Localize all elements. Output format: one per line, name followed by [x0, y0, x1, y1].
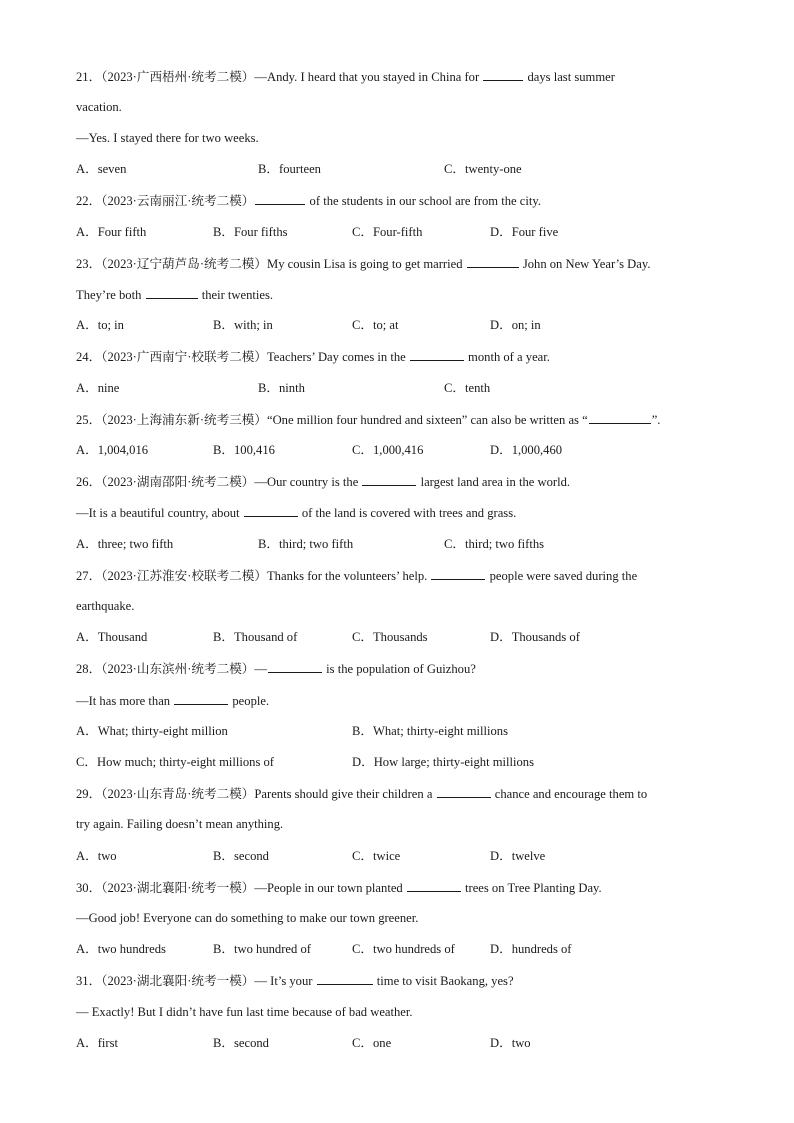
- answer-option: A．to; in: [76, 318, 124, 332]
- answer-option: A．seven: [76, 162, 127, 176]
- question-21-line: [76, 130, 259, 146]
- answer-option: C．tenth: [444, 381, 491, 395]
- answer-option: A．three; two fifth: [76, 537, 174, 551]
- question-text: people.: [229, 694, 270, 708]
- answer-option: D．Four five: [490, 225, 559, 239]
- question-text: 29．（2023·山东青岛·统考二模）Parents should give their children a: [76, 787, 436, 801]
- question-23-line: [76, 255, 651, 272]
- answer-option: D．on; in: [490, 318, 541, 332]
- question-text: —It is a beautiful country, about: [76, 506, 243, 520]
- answer-option: A．two hundreds: [76, 942, 166, 956]
- answer-option: D．How large; thirty-eight millions: [352, 755, 535, 769]
- answer-option: B．second: [213, 849, 269, 863]
- answer-blank: [410, 348, 464, 361]
- question-30-line: [76, 879, 602, 896]
- answer-option: C．1,000,416: [352, 443, 424, 457]
- answer-blank: [268, 660, 322, 673]
- answer-option: A．1,004,016: [76, 443, 149, 457]
- question-text: earthquake.: [76, 599, 135, 613]
- question-text: 28．（2023·山东滨州·统考二模）—: [76, 662, 267, 676]
- question-29-line: [76, 785, 647, 802]
- question-text: 25．（2023·上海浦东新·统考三模）“One million four hundred and sixteen” can also be written as “: [76, 413, 588, 427]
- answer-option: A．nine: [76, 381, 120, 395]
- answer-option: C．Four-fifth: [352, 225, 423, 239]
- answer-option: B．with; in: [213, 318, 273, 332]
- question-21-line: [76, 68, 615, 85]
- question-30-line: [76, 910, 418, 926]
- question-text: 31．（2023·湖北襄阳·统考一模）— It’s your: [76, 974, 316, 988]
- question-text: 27．（2023·江苏淮安·校联考二模）Thanks for the volunteers’ help.: [76, 569, 431, 583]
- question-28-line: [76, 660, 476, 677]
- question-text: —Good job! Everyone can do something to make our town greener.: [76, 911, 419, 925]
- answer-blank: [362, 473, 416, 486]
- question-text: They’re both: [76, 288, 145, 302]
- question-24-line: [76, 348, 550, 365]
- answer-option: C．twice: [352, 849, 401, 863]
- answer-blank: [174, 692, 228, 705]
- answer-option: C．to; at: [352, 318, 399, 332]
- answer-option: B．Four fifths: [213, 225, 288, 239]
- question-text: their twenties.: [198, 288, 274, 302]
- answer-option: D．two: [490, 1036, 531, 1050]
- question-text: is the population of Guizhou?: [323, 662, 476, 676]
- answer-option: C．twenty-one: [444, 162, 522, 176]
- question-text: —Yes. I stayed there for two weeks.: [76, 131, 259, 145]
- answer-option: B．ninth: [258, 381, 305, 395]
- question-27-line: [76, 567, 637, 584]
- answer-blank: [589, 411, 651, 424]
- answer-option: C．two hundreds of: [352, 942, 455, 956]
- question-21-line: [76, 99, 122, 115]
- answer-option: B．second: [213, 1036, 269, 1050]
- answer-option: B．Thousand of: [213, 630, 298, 644]
- answer-option: A．first: [76, 1036, 118, 1050]
- answer-option: C．third; two fifths: [444, 537, 545, 551]
- answer-option: D．hundreds of: [490, 942, 572, 956]
- question-text: chance and encourage them to: [491, 787, 648, 801]
- answer-option: C．Thousands: [352, 630, 428, 644]
- answer-option: B．two hundred of: [213, 942, 311, 956]
- answer-option: D．1,000,460: [490, 443, 563, 457]
- answer-option: A．Four fifth: [76, 225, 147, 239]
- answer-blank: [467, 255, 519, 268]
- answer-option: D．twelve: [490, 849, 546, 863]
- question-text: month of a year.: [464, 350, 550, 364]
- answer-blank: [317, 972, 373, 985]
- question-text: of the land is covered with trees and grass.: [298, 506, 517, 520]
- question-text: 24．（2023·广西南宁·校联考二模）Teachers’ Day comes in the: [76, 350, 409, 364]
- question-text: try again. Failing doesn’t mean anything.: [76, 817, 284, 831]
- question-26-line: [76, 504, 516, 521]
- question-31-line: [76, 972, 514, 989]
- answer-blank: [244, 504, 298, 517]
- answer-option: C．one: [352, 1036, 392, 1050]
- question-text: largest land area in the world.: [417, 475, 571, 489]
- answer-blank: [431, 567, 485, 580]
- question-text: of the students in our school are from the city.: [306, 194, 541, 208]
- question-25-line: [76, 411, 660, 428]
- answer-option: C．How much; thirty-eight millions of: [76, 755, 274, 769]
- question-text: vacation.: [76, 100, 122, 114]
- answer-option: B．fourteen: [258, 162, 321, 176]
- question-text: 22．（2023·云南丽江·统考二模）: [76, 194, 255, 208]
- answer-option: B．third; two fifth: [258, 537, 354, 551]
- question-23-line: [76, 286, 273, 303]
- question-text: — Exactly! But I didn’t have fun last time because of bad weather.: [76, 1005, 413, 1019]
- question-text: —It has more than: [76, 694, 174, 708]
- question-text: trees on Tree Planting Day.: [461, 881, 602, 895]
- answer-option: D．Thousands of: [490, 630, 580, 644]
- question-text: 30．（2023·湖北襄阳·统考一模）—People in our town planted: [76, 881, 406, 895]
- answer-blank: [483, 68, 523, 81]
- answer-option: B．What; thirty-eight millions: [352, 724, 509, 738]
- question-text: ”.: [651, 413, 661, 427]
- question-26-line: [76, 473, 570, 490]
- question-text: 26．（2023·湖南邵阳·统考二模）—Our country is the: [76, 475, 362, 489]
- answer-blank: [255, 192, 305, 205]
- question-text: 23．（2023·辽宁葫芦岛·统考二模）My cousin Lisa is going to get married: [76, 257, 466, 271]
- question-29-line: [76, 816, 283, 832]
- answer-blank: [437, 785, 491, 798]
- question-text: 21．（2023·广西梧州·统考二模）—Andy. I heard that you stayed in China for: [76, 70, 483, 84]
- question-text: time to visit Baokang, yes?: [373, 974, 514, 988]
- answer-blank: [146, 286, 198, 299]
- answer-option: B．100,416: [213, 443, 275, 457]
- answer-option: A．two: [76, 849, 117, 863]
- question-27-line: [76, 598, 134, 614]
- answer-option: A．Thousand: [76, 630, 148, 644]
- question-text: people were saved during the: [486, 569, 638, 583]
- question-22-line: [76, 192, 541, 209]
- question-28-line: [76, 692, 269, 709]
- question-text: days last summer: [524, 70, 615, 84]
- question-31-line: [76, 1004, 413, 1020]
- answer-blank: [407, 879, 461, 892]
- question-text: John on New Year’s Day.: [519, 257, 651, 271]
- answer-option: A．What; thirty-eight million: [76, 724, 228, 738]
